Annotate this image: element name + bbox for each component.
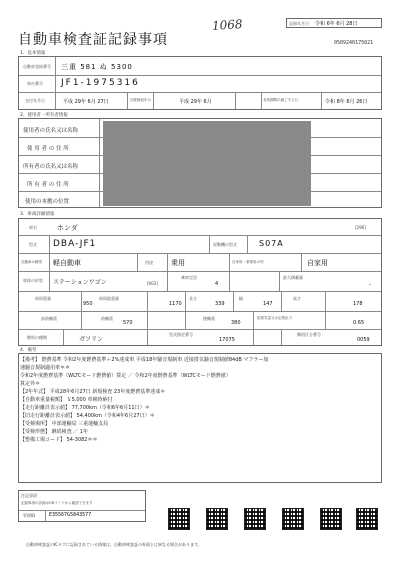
remark-line: 【受検場所】 中部運輸局 三重運輸支局 bbox=[20, 421, 109, 427]
engine-value: S07A bbox=[259, 239, 284, 248]
remark-line: 【走行距離計表示値】 77,700km（令和6年6月11日）＊ bbox=[20, 405, 150, 411]
expiry-label: 有効期間の満了する日 bbox=[263, 98, 298, 102]
load-value: - bbox=[369, 282, 371, 288]
displacement-label: 総排気量又は定格出力 bbox=[257, 316, 292, 320]
page-title: 自動車検査証記録事項 bbox=[18, 32, 168, 48]
base-location-label: 使用の本拠の位置 bbox=[25, 199, 70, 205]
document-number: 0509240175021 bbox=[334, 40, 374, 46]
qr-code bbox=[320, 508, 342, 530]
issued-value: 平成 29年 6月 27日 bbox=[63, 99, 109, 105]
height-label: 高さ bbox=[293, 296, 301, 301]
rear-axle-value: 380 bbox=[231, 320, 241, 326]
user-name-label: 使用者の氏名又は名称 bbox=[23, 128, 79, 134]
remark-line: 【整備工場コード】 54-3082＊＊ bbox=[20, 437, 98, 443]
owner-name-label: 所有者の氏名又は名称 bbox=[23, 164, 79, 170]
length-label: 長さ bbox=[189, 296, 197, 301]
remark-line: 令和2年度燃費基準（WLTCモード燃費値）算定 ／ 令和2年度燃費基準（WLTCモード燃費値） bbox=[20, 373, 231, 379]
weight-label: 車両重量 bbox=[35, 296, 51, 301]
qr-code bbox=[206, 508, 228, 530]
front-axle-label: 前軸重 bbox=[101, 316, 113, 321]
footer-info-heading: 注記事項 bbox=[21, 493, 37, 498]
redaction-block bbox=[103, 121, 311, 206]
remark-line: 【2年年式】 平成28年6月27日 新規検査 23年度燃費基準達成＊ bbox=[20, 389, 166, 395]
qr-code bbox=[282, 508, 304, 530]
remark-line: 【備考】 燃費基準 令和2年度燃費基準＋2%達成車 平成18年騒音規制車 近接排気騒音規制値84dB マフラー加 bbox=[20, 357, 269, 363]
serial-value: E35567G5843577 bbox=[49, 512, 92, 518]
qr-code bbox=[244, 508, 266, 530]
footer-info-box bbox=[18, 490, 146, 522]
gross-label: 車両総重量 bbox=[99, 296, 119, 301]
length-value: 339 bbox=[215, 301, 225, 307]
owner-info-table bbox=[18, 118, 382, 208]
kind-value: 軽自動車 bbox=[53, 259, 81, 267]
registration-value: 三重 581 ぬ 5300 bbox=[61, 63, 133, 71]
designation-value: 17075 bbox=[219, 337, 235, 343]
qr-code bbox=[356, 508, 378, 530]
load-label: 最大積載量 bbox=[283, 275, 303, 280]
seats-value: 4 bbox=[215, 281, 219, 287]
width-label: 幅 bbox=[239, 296, 243, 301]
use-label: 用途 bbox=[145, 260, 153, 265]
engine-label: 原動機の型式 bbox=[213, 242, 237, 247]
height-value: 178 bbox=[353, 301, 363, 307]
section-3-heading: 3．車両詳細情報 bbox=[20, 212, 55, 217]
chassis-value: JF1-1975316 bbox=[61, 78, 140, 88]
first-reg-label: 初度検査年月 bbox=[130, 98, 151, 102]
remark-line: 【旧走行距離計表示値】 54,400km（令和4年6月27日）＊ bbox=[20, 413, 155, 419]
fuel-value: ガソリン bbox=[79, 336, 104, 343]
section-4-heading: 4．備考 bbox=[20, 348, 37, 353]
section-2-heading: 2．使用者・所有者情報 bbox=[20, 113, 68, 118]
use-value: 乗用 bbox=[171, 259, 185, 267]
designation-label: 型式指定番号 bbox=[169, 332, 193, 337]
section-1-heading: 1．基本情報 bbox=[20, 51, 46, 56]
registration-label: 自動車登録番号 bbox=[23, 64, 51, 69]
kind-label: 自動車の種別 bbox=[21, 260, 42, 264]
issued-label: 交付年月日 bbox=[25, 98, 45, 103]
expiry-value: 令和 8年 6月 26日 bbox=[325, 99, 368, 105]
body-label: 車体の形状 bbox=[23, 278, 43, 283]
biz-value: 自家用 bbox=[307, 259, 328, 267]
maker-code: [296] bbox=[355, 225, 366, 230]
front-front-axle-label: 前前軸重 bbox=[41, 316, 57, 321]
seats-label: 乗車定員 bbox=[181, 275, 197, 280]
handwritten-number: 1068 bbox=[211, 16, 243, 34]
issue-date-label: 記録年月日 bbox=[289, 21, 309, 26]
maker-label: 車名 bbox=[29, 225, 37, 230]
qr-code bbox=[168, 508, 190, 530]
body-code: [003] bbox=[147, 281, 158, 286]
rear-axle-label: 後軸重 bbox=[203, 316, 215, 321]
remark-line: 算定外＊ bbox=[20, 381, 41, 387]
vehicle-detail-table bbox=[18, 218, 382, 346]
serial-label: 管理ID bbox=[23, 513, 36, 518]
model-label: 型式 bbox=[29, 242, 37, 247]
chassis-label: 車台番号 bbox=[27, 81, 43, 86]
remark-line: 【受検形態】 継続検査 ／ 1年 bbox=[20, 429, 88, 435]
user-address-label: 使 用 者 の 住 所 bbox=[27, 146, 69, 152]
issue-date-value: 令和 6年 6月 28日 bbox=[315, 21, 358, 27]
fuel-label: 燃料の種類 bbox=[27, 335, 47, 340]
maker-value: ホンダ bbox=[57, 224, 78, 232]
category-value: 0059 bbox=[357, 337, 370, 343]
footer-info-text: 記録事項の詳細はQRコードから確認できます bbox=[21, 501, 93, 505]
issue-date-box bbox=[286, 18, 382, 28]
model-value: DBA-JF1 bbox=[53, 239, 97, 249]
biz-label: 自家用・事業用の別 bbox=[232, 260, 264, 264]
first-reg-value: 平成 29年 6月 bbox=[179, 99, 212, 105]
basic-info-table bbox=[18, 56, 382, 110]
category-label: 類別区分番号 bbox=[297, 332, 321, 337]
weight-value: 950 bbox=[83, 301, 93, 307]
gross-value: 1170 bbox=[169, 301, 182, 307]
remark-line: 速騒音規制適用車＊＊ bbox=[20, 365, 71, 371]
bottom-note: 自動車検査証のICタグに記録されている情報は、自動車検査証の券面とは異なる場合があります。 bbox=[26, 542, 202, 547]
owner-address-label: 所 有 者 の 住 所 bbox=[27, 182, 69, 188]
remark-line: 【自動車重量税額】 ￥5,000 車検時納付 bbox=[20, 397, 113, 403]
displacement-value: 0.65 bbox=[353, 320, 365, 326]
front-axle-value: 570 bbox=[123, 320, 133, 326]
width-value: 147 bbox=[263, 301, 273, 307]
body-value: ステーションワゴン bbox=[53, 279, 107, 286]
